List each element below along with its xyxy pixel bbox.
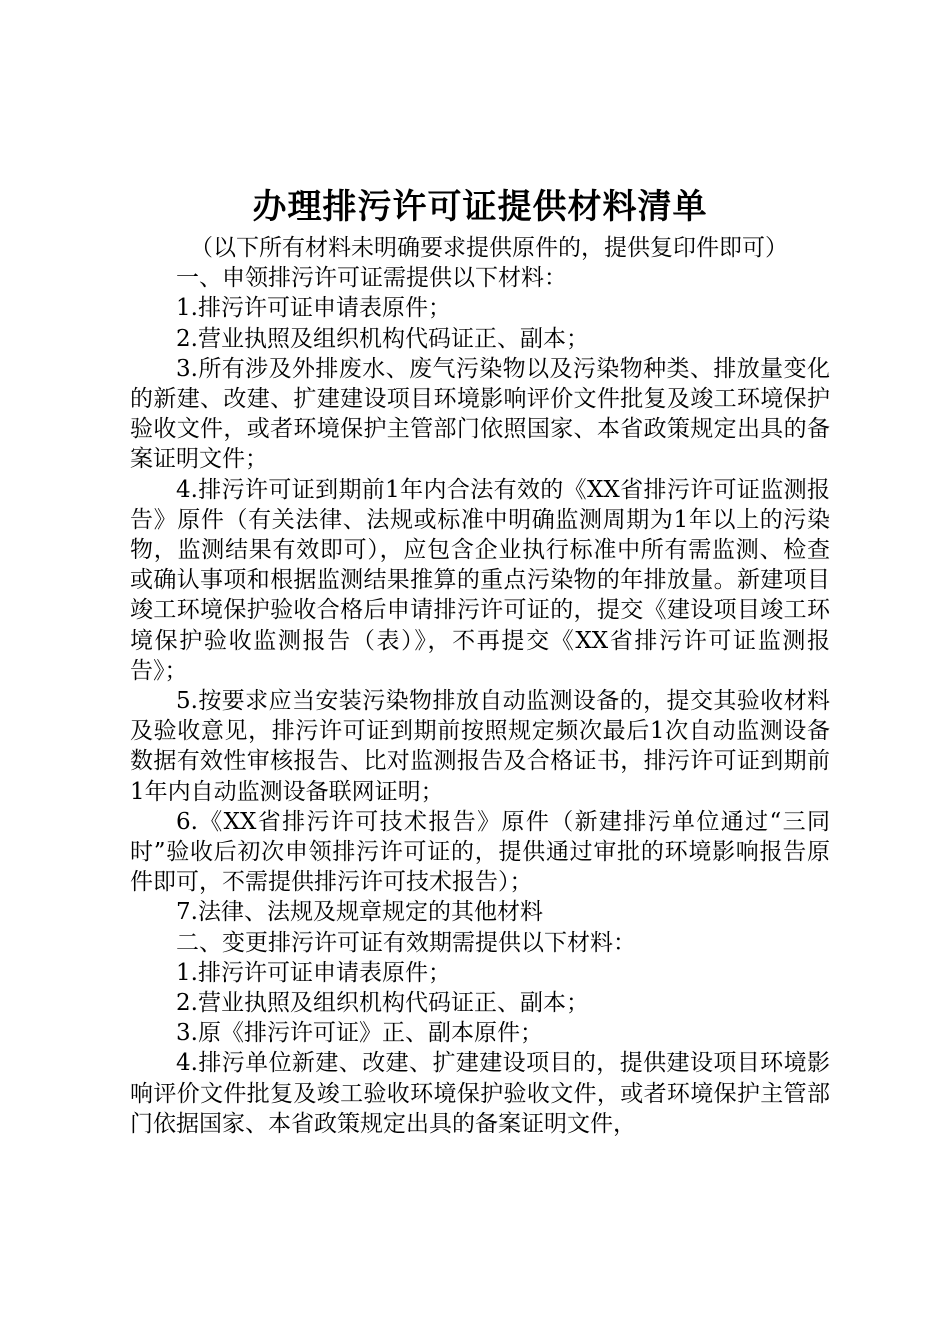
document-title: 办理排污许可证提供材料清单 bbox=[252, 187, 708, 227]
list-item: 4.排污许可证到期前1年内合法有效的《XX省排污许可证监测报告》原件（有关法律、法规或标准中明确监测周期为1年以上的污染物，监测结果有效即可），应包含企业执行标准中所有需监测、检查或确认事项和根据监测结果推算的重点污染物的年排放量。新建项目竣工环境保护验收合格后申请排污许可证的，提交《建设项目竣工环境保护验收监测报告（表）》，不再提交《XX省排污许可证监测报告》； bbox=[130, 476, 830, 684]
list-item: 3.所有涉及外排废水、废气污染物以及污染物种类、排放量变化的新建、改建、扩建建设项目环境影响评价文件批复及竣工环境保护验收文件，或者环境保护主管部门依照国家、本省政策规定出具的备案证明文件； bbox=[130, 355, 830, 473]
note-paragraph: （以下所有材料未明确要求提供原件的，提供复印件即可） bbox=[190, 235, 788, 261]
list-item: 2.营业执照及组织机构代码证正、副本； bbox=[176, 325, 589, 352]
list-item: 7.法律、法规及规章规定的其他材料 bbox=[176, 899, 543, 926]
list-item: 5.按要求应当安装污染物排放自动监测设备的，提交其验收材料及验收意见，排污许可证到期前按照规定频次最后1次自动监测设备数据有效性审核报告、比对监测报告及合格证书，排污许可证到期前1年内自动监测设备联网证明； bbox=[130, 688, 830, 805]
list-item: 1.排污许可证申请表原件； bbox=[176, 295, 451, 322]
list-item: 3.原《排污许可证》正、副本原件； bbox=[176, 1020, 543, 1047]
list-item: 6.《XX省排污许可技术报告》原件（新建排污单位通过“三同时”验收后初次申领排污许可证的，提供通过审批的环境影响报告原件即可，不需提供排污许可技术报告）； bbox=[130, 808, 830, 896]
section-heading-change: 二、变更排污许可证有效期需提供以下材料： bbox=[176, 929, 636, 956]
list-item: 4.排污单位新建、改建、扩建建设项目的，提供建设项目环境影响评价文件批复及竣工验收环境保护验收文件，或者环境保护主管部门依据国家、本省政策规定出具的备案证明文件， bbox=[130, 1050, 830, 1137]
section-heading-apply: 一、申领排污许可证需提供以下材料： bbox=[176, 265, 567, 292]
list-item: 2.营业执照及组织机构代码证正、副本； bbox=[176, 990, 589, 1017]
document-body bbox=[130, 233, 830, 1139]
list-item: 1.排污许可证申请表原件； bbox=[176, 959, 451, 986]
